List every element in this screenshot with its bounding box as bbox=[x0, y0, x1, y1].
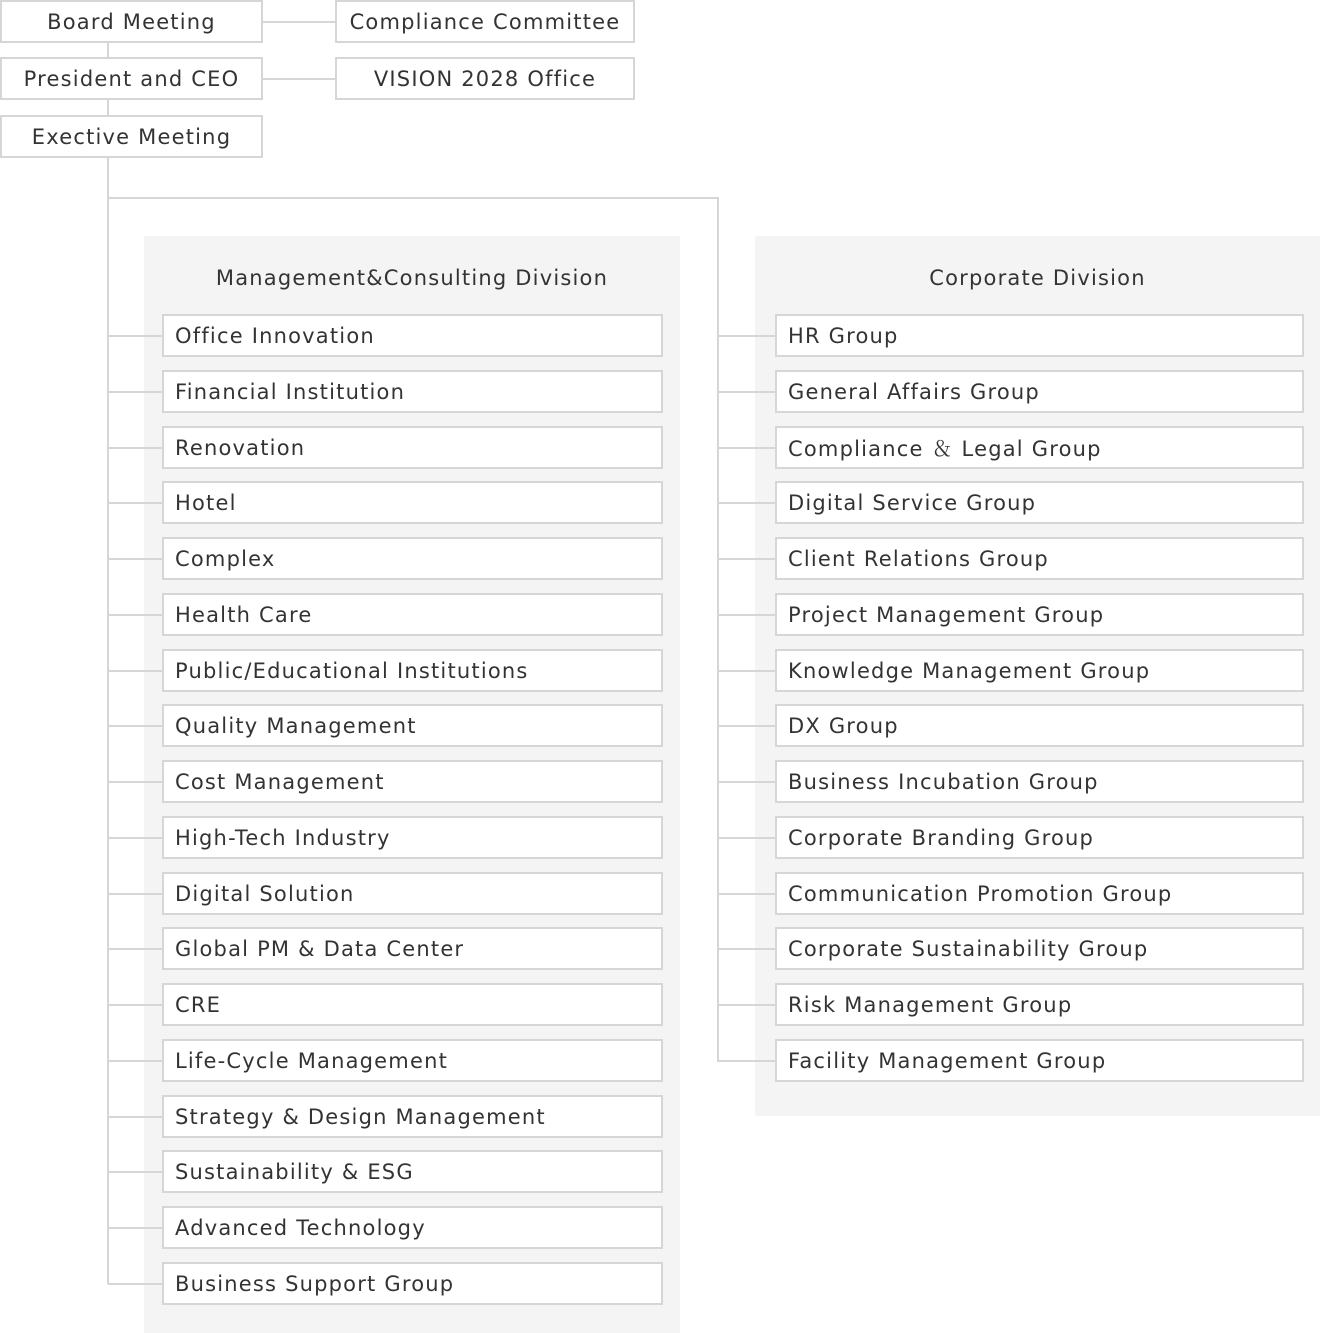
vision-office-box: VISION 2028 Office bbox=[335, 57, 635, 100]
executive-meeting-box: Exective Meeting bbox=[0, 115, 263, 158]
management_division-unit-box: Public/Educational Institutions bbox=[162, 649, 663, 692]
management-division-title: Management&Consulting Division bbox=[215, 266, 609, 290]
connector-management_division-item bbox=[108, 1116, 162, 1118]
connector-branch-horizontal bbox=[107, 197, 719, 199]
management_division-unit-box: Sustainability & ESG bbox=[162, 1150, 663, 1193]
compliance-committee-box: Compliance Committee bbox=[335, 0, 635, 43]
connector-corporate_division-item bbox=[718, 1004, 775, 1006]
connector-corporate_division-item bbox=[718, 781, 775, 783]
corporate_division-unit-box: HR Group bbox=[775, 314, 1304, 357]
management_division-unit-box: Financial Institution bbox=[162, 370, 663, 413]
corporate_division-unit-box: Business Incubation Group bbox=[775, 760, 1304, 803]
connector-corporate_division-item bbox=[718, 725, 775, 727]
management_division-unit-box: Digital Solution bbox=[162, 872, 663, 915]
connector-management_division-item bbox=[108, 725, 162, 727]
connector-management_division-item bbox=[108, 1227, 162, 1229]
connector-corporate_division-item bbox=[718, 893, 775, 895]
corporate_division-unit-box: Compliance ＆ Legal Group bbox=[775, 426, 1304, 469]
connector-management_division-item bbox=[108, 781, 162, 783]
connector-corporate_division-item bbox=[718, 614, 775, 616]
management_division-unit-box: Renovation bbox=[162, 426, 663, 469]
board-meeting-box: Board Meeting bbox=[0, 0, 263, 43]
connector-management_division-item bbox=[108, 558, 162, 560]
management_division-unit-box: Health Care bbox=[162, 593, 663, 636]
corporate_division-unit-box: Corporate Sustainability Group bbox=[775, 927, 1304, 970]
connector-management_division-item bbox=[108, 391, 162, 393]
management_division-unit-box: Cost Management bbox=[162, 760, 663, 803]
corporate_division-unit-box: General Affairs Group bbox=[775, 370, 1304, 413]
connector-president-vision bbox=[262, 78, 335, 80]
management_division-unit-box: Advanced Technology bbox=[162, 1206, 663, 1249]
corporate_division-unit-box: Corporate Branding Group bbox=[775, 816, 1304, 859]
connector-management_division-item bbox=[108, 614, 162, 616]
corporate_division-unit-box: Client Relations Group bbox=[775, 537, 1304, 580]
connector-corporate_division-item bbox=[718, 502, 775, 504]
connector-corporate-trunk bbox=[717, 197, 719, 1062]
connector-corporate_division-item bbox=[718, 1060, 775, 1062]
corporate_division-unit-box: Risk Management Group bbox=[775, 983, 1304, 1026]
management_division-unit-box: Hotel bbox=[162, 481, 663, 524]
corporate_division-unit-box: DX Group bbox=[775, 704, 1304, 747]
management_division-unit-box: CRE bbox=[162, 983, 663, 1026]
connector-corporate_division-item bbox=[718, 558, 775, 560]
corporate_division-unit-box: Project Management Group bbox=[775, 593, 1304, 636]
corporate_division-unit-box: Digital Service Group bbox=[775, 481, 1304, 524]
corporate-division-title: Corporate Division bbox=[929, 266, 1146, 290]
connector-management_division-item bbox=[108, 1004, 162, 1006]
corporate_division-unit-box: Communication Promotion Group bbox=[775, 872, 1304, 915]
connector-board-compliance bbox=[262, 21, 335, 23]
connector-management_division-item bbox=[108, 837, 162, 839]
connector-management_division-item bbox=[108, 948, 162, 950]
connector-corporate_division-item bbox=[718, 948, 775, 950]
connector-management_division-item bbox=[108, 893, 162, 895]
management_division-unit-box: Life-Cycle Management bbox=[162, 1039, 663, 1082]
connector-corporate_division-item bbox=[718, 837, 775, 839]
corporate_division-unit-box: Knowledge Management Group bbox=[775, 649, 1304, 692]
management_division-unit-box: Quality Management bbox=[162, 704, 663, 747]
connector-trunk bbox=[107, 43, 109, 1284]
connector-corporate_division-item bbox=[718, 335, 775, 337]
management_division-unit-box: Complex bbox=[162, 537, 663, 580]
connector-corporate_division-item bbox=[718, 391, 775, 393]
connector-management_division-item bbox=[108, 670, 162, 672]
management_division-unit-box: Business Support Group bbox=[162, 1262, 663, 1305]
connector-management_division-item bbox=[108, 1060, 162, 1062]
connector-management_division-item bbox=[108, 1283, 162, 1285]
president-ceo-box: President and CEO bbox=[0, 57, 263, 100]
connector-corporate_division-item bbox=[718, 670, 775, 672]
management_division-unit-box: Strategy & Design Management bbox=[162, 1095, 663, 1138]
connector-corporate_division-item bbox=[718, 447, 775, 449]
management_division-unit-box: High-Tech Industry bbox=[162, 816, 663, 859]
connector-management_division-item bbox=[108, 335, 162, 337]
connector-management_division-item bbox=[108, 447, 162, 449]
connector-management_division-item bbox=[108, 1171, 162, 1173]
management_division-unit-box: Global PM & Data Center bbox=[162, 927, 663, 970]
corporate_division-unit-box: Facility Management Group bbox=[775, 1039, 1304, 1082]
management_division-unit-box: Office Innovation bbox=[162, 314, 663, 357]
connector-management_division-item bbox=[108, 502, 162, 504]
